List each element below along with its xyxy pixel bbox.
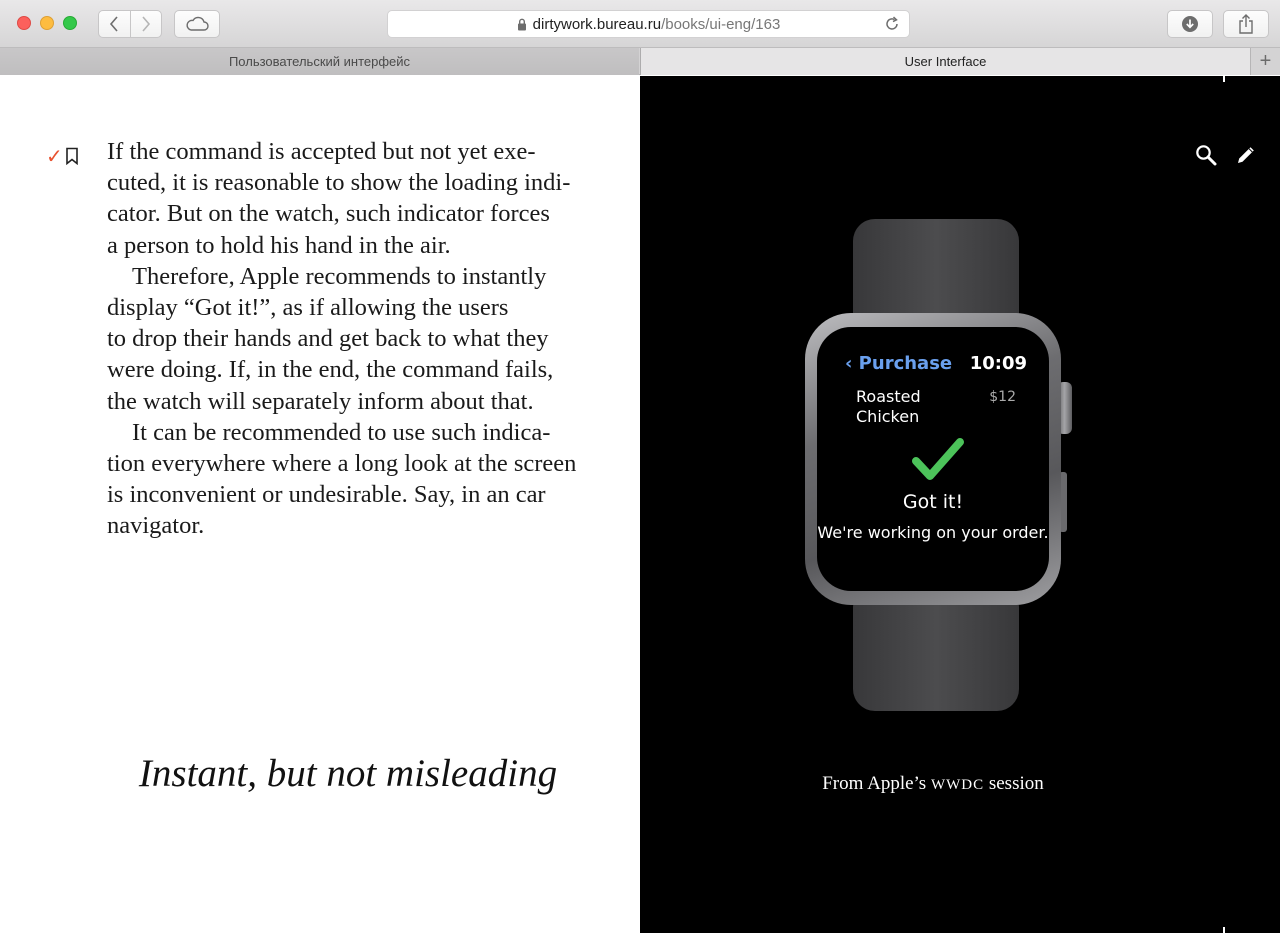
tab-user-interface[interactable]: User Interface — [640, 48, 1250, 75]
tab-bar — [0, 48, 1280, 75]
watch-status: Got it! — [902, 491, 964, 513]
text-line: navigator. — [107, 512, 205, 540]
figure-caption — [640, 773, 1226, 795]
text-line: the watch will separately inform about that. — [107, 387, 534, 415]
watch-back-link: ‹ Purchase — [845, 353, 953, 374]
cloud-icon — [185, 16, 209, 32]
url-path: /books/ui-eng/163 — [661, 15, 781, 33]
reload-icon[interactable] — [884, 16, 900, 32]
text-line: display “Got it!”, as if allowing the users — [107, 294, 509, 322]
bookmark-icon[interactable] — [65, 147, 79, 165]
text-line: Therefore, Apple recommends to instantly — [132, 262, 547, 290]
title-bar — [0, 0, 1280, 48]
page-edge-marker — [1223, 927, 1225, 933]
watch-message: We're working on your order. — [817, 523, 1049, 542]
watch-screen — [817, 327, 1049, 591]
book-text-page — [0, 76, 640, 933]
watch-item-price: $12 — [989, 389, 1016, 405]
text-line: It can be recommended to use such indica- — [132, 418, 551, 446]
caption-small-caps: WWDC — [930, 777, 985, 793]
navigation-buttons — [98, 10, 162, 38]
text-line: cator. But on the watch, such indicator forces — [107, 200, 550, 228]
address-bar[interactable] — [387, 10, 910, 38]
pencil-icon[interactable] — [1235, 144, 1257, 166]
text-line: were doing. If, in the end, the command fails, — [107, 356, 554, 384]
url-host: dirtywork.bureau.ru — [532, 15, 662, 33]
page-edge-marker — [1223, 76, 1225, 82]
text-line: tion everywhere where a long look at the screen — [107, 450, 577, 478]
share-icon — [1238, 14, 1254, 34]
close-window-button[interactable] — [17, 16, 31, 30]
share-button[interactable] — [1223, 10, 1269, 38]
checkmark-icon — [912, 437, 964, 483]
margin-marks — [46, 146, 79, 166]
lock-icon — [517, 18, 527, 31]
back-button[interactable] — [99, 11, 130, 37]
forward-button[interactable] — [130, 11, 161, 37]
chevron-right-icon — [141, 16, 151, 32]
watch-time: 10:09 — [969, 353, 1027, 374]
text-line: is inconvenient or undesirable. Say, in an car — [107, 481, 546, 509]
tab-russian-edition[interactable]: Пользовательский интерфейс — [0, 48, 639, 75]
watch-band-bottom — [853, 599, 1019, 711]
text-line: cuted, it is reasonable to show the loading indi- — [107, 169, 571, 197]
search-icon[interactable] — [1195, 144, 1217, 166]
watch-case — [805, 313, 1061, 605]
watch-item-name: Roasted Chicken — [856, 387, 921, 426]
download-icon — [1181, 15, 1199, 33]
body-text — [107, 136, 597, 542]
downloads-button[interactable] — [1167, 10, 1213, 38]
text-line: a person to hold his hand in the air. — [107, 231, 451, 259]
text-line: to drop their hands and get back to what they — [107, 325, 549, 353]
read-check-mark[interactable]: ✓ — [46, 144, 63, 168]
zoom-window-button[interactable] — [63, 16, 77, 30]
new-tab-button[interactable]: + — [1250, 48, 1280, 75]
icloud-tabs-button[interactable] — [174, 10, 220, 38]
text-line: If the command is accepted but not yet exe- — [107, 138, 536, 165]
caption-text: From Apple’s — [822, 773, 931, 794]
caption-text-end: session — [984, 773, 1044, 794]
minimize-window-button[interactable] — [40, 16, 54, 30]
apple-watch-image — [803, 219, 1073, 711]
figure-page — [640, 76, 1280, 933]
chevron-left-icon — [109, 16, 119, 32]
section-heading: Instant, but not misleading — [138, 752, 558, 795]
